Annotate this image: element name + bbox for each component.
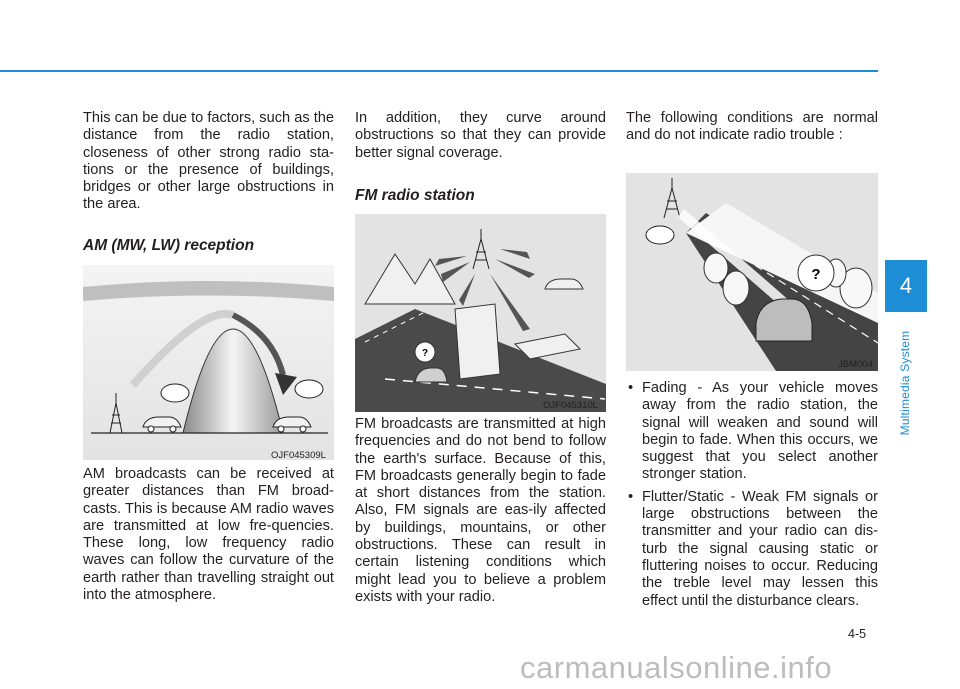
col2-para1: In addition, they curve around obstructions so that they can provide better signal coverage. xyxy=(355,110,606,161)
fm-station-heading: FM radio station xyxy=(355,187,475,204)
figure-code-fm: OJF045310L xyxy=(543,400,598,411)
col1-para1: This can be due to factors, such as the distance from the radio station, closeness of other strong radio sta-tions or the presence of buildings, bridges or other large obstructions in the area. xyxy=(83,110,334,213)
fading-figure xyxy=(626,173,878,371)
header-rule xyxy=(0,70,878,72)
watermark: carmanualsonline.info xyxy=(520,650,833,685)
am-reception-heading: AM (MW, LW) reception xyxy=(83,237,255,254)
chapter-tab xyxy=(885,260,927,312)
chapter-number: 4 xyxy=(899,273,913,298)
page-number: 4-5 xyxy=(848,627,867,641)
fading-question-mark: ? xyxy=(811,266,821,283)
list-item xyxy=(626,489,878,610)
chapter-title: Multimedia System xyxy=(898,330,912,436)
fm-station-figure xyxy=(355,214,606,412)
list-item xyxy=(626,380,878,484)
figure-code-fading: JBM004 xyxy=(838,359,873,370)
figure-code-am: OJF045309L xyxy=(271,450,326,461)
am-reception-figure xyxy=(83,265,334,460)
col2-para2: FM broadcasts are transmitted at high frequencies and do not bend to follow the earth's surface. Because of this, FM broadcasts generally begin to fade at short distances from the station. Also, FM signals are eas-ily affected by buildings, mountains, or other obstructions. These can result in certain listening conditions which might lead you to believe a problem exists with your radio. xyxy=(355,416,606,605)
bullet-flutter-text: Flutter/Static - Weak FM signals or large obstructions between the transmitter and your radio can dis-turb the signal causing static or fluttering noises to occur. Reducing the treble level may lessen this effect until the disturbance clears. xyxy=(642,488,878,609)
bullet-marker: • xyxy=(628,380,634,396)
col3-para1: The following conditions are normal and do not indicate radio trouble : xyxy=(626,110,878,144)
chapter-side-label xyxy=(893,318,917,448)
conditions-list xyxy=(626,380,878,615)
bullet-fading-text: Fading - As your vehicle moves away from the radio station, the signal will weaken and sound will begin to fade. When this occurs, we suggest that you select another stronger station. xyxy=(642,380,878,483)
fm-question-mark: ? xyxy=(421,348,429,359)
bullet-marker: • xyxy=(628,488,634,505)
col1-para2: AM broadcasts can be received at greater distances than FM broad-casts. This is because AM radio waves are transmitted at low fre-quencies. These long, low frequency radio waves can follow the curvature of the earth rather than travelling straight out into the atmosphere. xyxy=(83,466,334,604)
